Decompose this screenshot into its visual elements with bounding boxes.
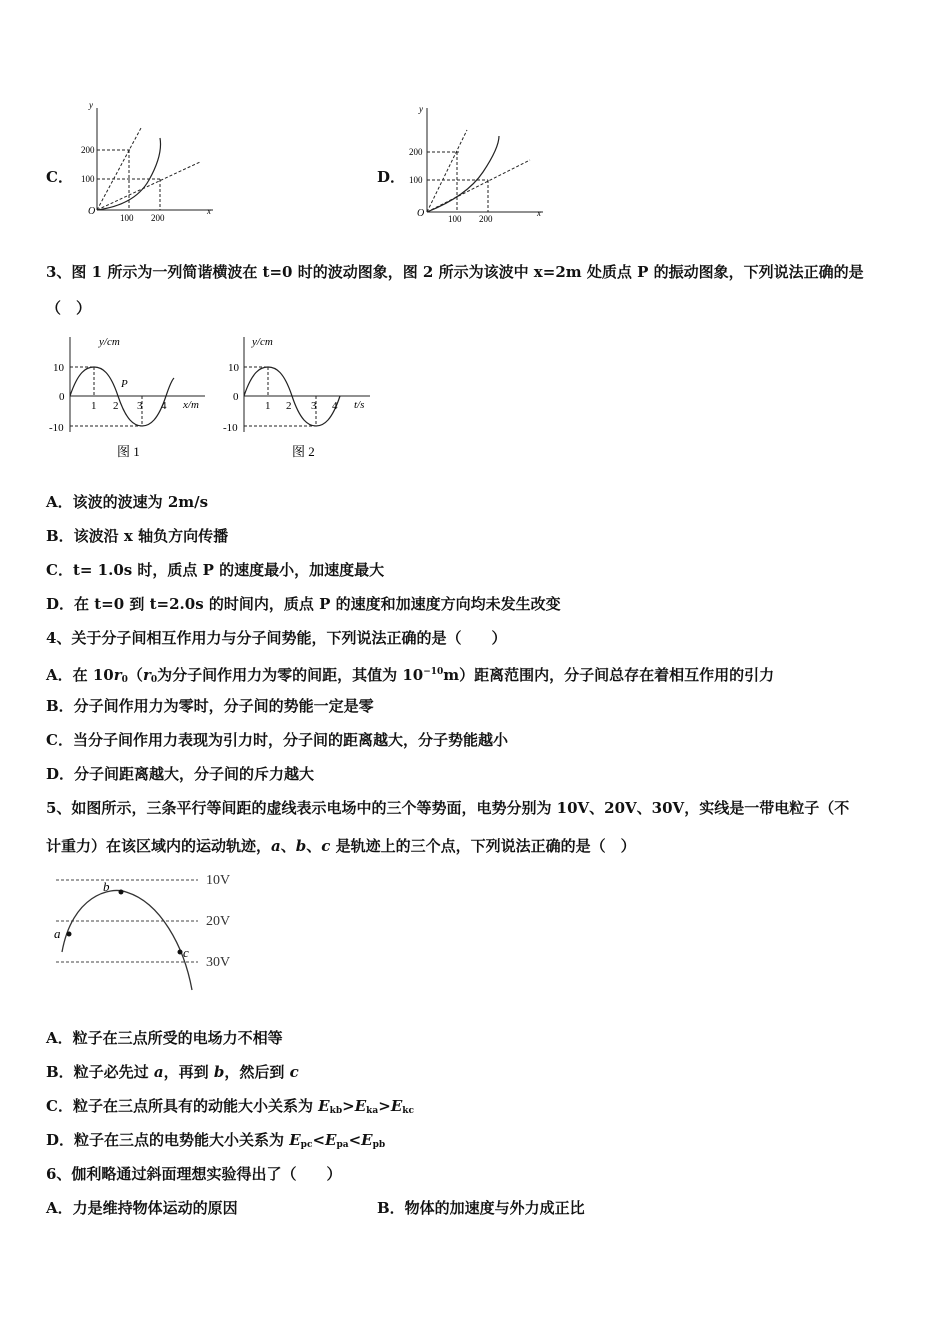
label-10v: 10V	[206, 873, 231, 888]
option-c-label: C．	[46, 168, 73, 186]
graph-d-ytick-200: 200	[409, 147, 423, 157]
graph-c-xtick-100: 100	[120, 213, 134, 223]
graph-c-origin: O	[88, 206, 96, 217]
fig2-xtick-4: 4	[332, 400, 338, 412]
graph-c-dash-steep	[97, 128, 141, 210]
particle-trajectory	[62, 890, 192, 990]
q3-fig2	[220, 332, 385, 462]
q3-stem-line2: （ ）	[46, 299, 92, 317]
graph-d-dash-shallow	[427, 160, 530, 212]
q4-option-a: A．在 $10r_0(r_0$为分子间作用力为零的间距，其值为 $10^{-10}m$）距离范围内，分子间总存在着相互作用的引力	[46, 666, 775, 685]
graph-d-x-label: x	[537, 208, 541, 218]
graph-c-ytick-200: 200	[81, 145, 95, 155]
fig1-ytick-neg10: -10	[49, 422, 64, 434]
q3-option-c: C．t= 1.0s 时，质点 P 的速度最小，加速度最大	[46, 561, 385, 579]
q5-option-b: B．粒子必先过 a，再到 b，然后到 c	[46, 1063, 299, 1081]
graph-c-ytick-100: 100	[81, 174, 95, 184]
graph-d-xtick-100: 100	[448, 214, 462, 224]
q6-option-a: A．力是维持物体运动的原因	[46, 1199, 238, 1217]
fig2-y-label: y/cm	[252, 336, 273, 348]
graph-d-y-label: y	[419, 104, 423, 114]
q5-option-a: A．粒子在三点所受的电场力不相等	[46, 1029, 283, 1047]
q3-fig1	[45, 332, 210, 462]
fig2-ytick-neg10: -10	[223, 422, 238, 434]
fig1-xtick-4: 4	[161, 400, 167, 412]
fig1-x-label: x/m	[183, 399, 199, 411]
fig1-ytick-0: 0	[59, 391, 65, 403]
graph-c-y-label: y	[89, 100, 93, 110]
fig2-caption: 图 2	[292, 444, 315, 459]
graph-c-xtick-200: 200	[151, 213, 165, 223]
graph-c-x-label: x	[207, 206, 211, 216]
fig2-xtick-2: 2	[286, 400, 292, 412]
q5-stem-line1: 5、如图所示，三条平行等间距的虚线表示电场中的三个等势面，电势分别为 10V、20V、30V，实线是一带电粒子（不	[46, 799, 850, 817]
fig1-ytick-10: 10	[53, 362, 64, 374]
graph-c-dash-shallow	[97, 162, 200, 210]
graph-d-dash-steep	[427, 130, 467, 212]
graph-c	[81, 100, 220, 225]
q5-option-d: D．粒子在三点的电势能大小关系为 $E_{pc}<E_{pa}<E_{pb}$	[46, 1131, 386, 1150]
fig2-xtick-1: 1	[265, 400, 271, 412]
point-b	[119, 890, 124, 895]
graph-d-xtick-200: 200	[479, 214, 493, 224]
graph-d-ytick-100: 100	[409, 175, 423, 185]
q5-stem-line2: 计重力）在该区域内的运动轨迹，a、b、c 是轨迹上的三个点，下列说法正确的是（ ）	[46, 837, 636, 855]
label-b: b	[103, 879, 110, 894]
fig1-xtick-3: 3	[137, 400, 143, 412]
q6-option-b: B．物体的加速度与外力成正比	[377, 1199, 585, 1217]
fig2-xtick-3: 3	[311, 400, 317, 412]
point-a	[67, 932, 72, 937]
label-a: a	[54, 926, 61, 941]
fig2-x-label: t/s	[354, 399, 365, 411]
fig1-xtick-2: 2	[113, 400, 119, 412]
q3-option-a: A．该波的波速为 2m/s	[46, 493, 209, 511]
graph-d	[409, 100, 550, 225]
fig1-y-label: y/cm	[99, 336, 120, 348]
fig2-ytick-0: 0	[233, 391, 239, 403]
graph-c-curve	[97, 138, 161, 210]
q4-option-b: B．分子间作用力为零时，分子间的势能一定是零	[46, 697, 374, 715]
fig2-ytick-10: 10	[228, 362, 239, 374]
graph-d-origin: O	[417, 208, 425, 219]
q6-stem: 6、伽利略通过斜面理想实验得出了（ ）	[46, 1165, 342, 1183]
label-c: c	[183, 945, 189, 960]
label-20v: 20V	[206, 914, 231, 929]
q3-option-d: D．在 t=0 到 t=2.0s 的时间内，质点 P 的速度和加速度方向均未发生改变	[46, 595, 561, 613]
fig1-point-p: P	[121, 378, 128, 390]
point-c	[178, 950, 183, 955]
q4-stem: 4、关于分子间相互作用力与分子间势能，下列说法正确的是（ ）	[46, 629, 507, 647]
label-30v: 30V	[206, 955, 231, 970]
fig1-xtick-1: 1	[91, 400, 97, 412]
q4-option-d: D．分子间距离越大，分子间的斥力越大	[46, 765, 315, 783]
q3-stem-line1: 3、图 1 所示为一列简谐横波在 t=0 时的波动图象，图 2 所示为该波中 x=2m 处质点 P 的振动图象，下列说法正确的是	[46, 263, 864, 281]
q3-option-b: B．该波沿 x 轴负方向传播	[46, 527, 229, 545]
option-d-label: D．	[377, 168, 406, 186]
q5-option-c: C．粒子在三点所具有的动能大小关系为 $E_{kb}>E_{ka}>E_{kc}$	[46, 1097, 414, 1116]
q4-option-c: C．当分子间作用力表现为引力时，分子间的距离越大，分子势能越小	[46, 731, 508, 749]
fig1-caption: 图 1	[117, 444, 140, 459]
q5-field-figure	[48, 866, 248, 996]
